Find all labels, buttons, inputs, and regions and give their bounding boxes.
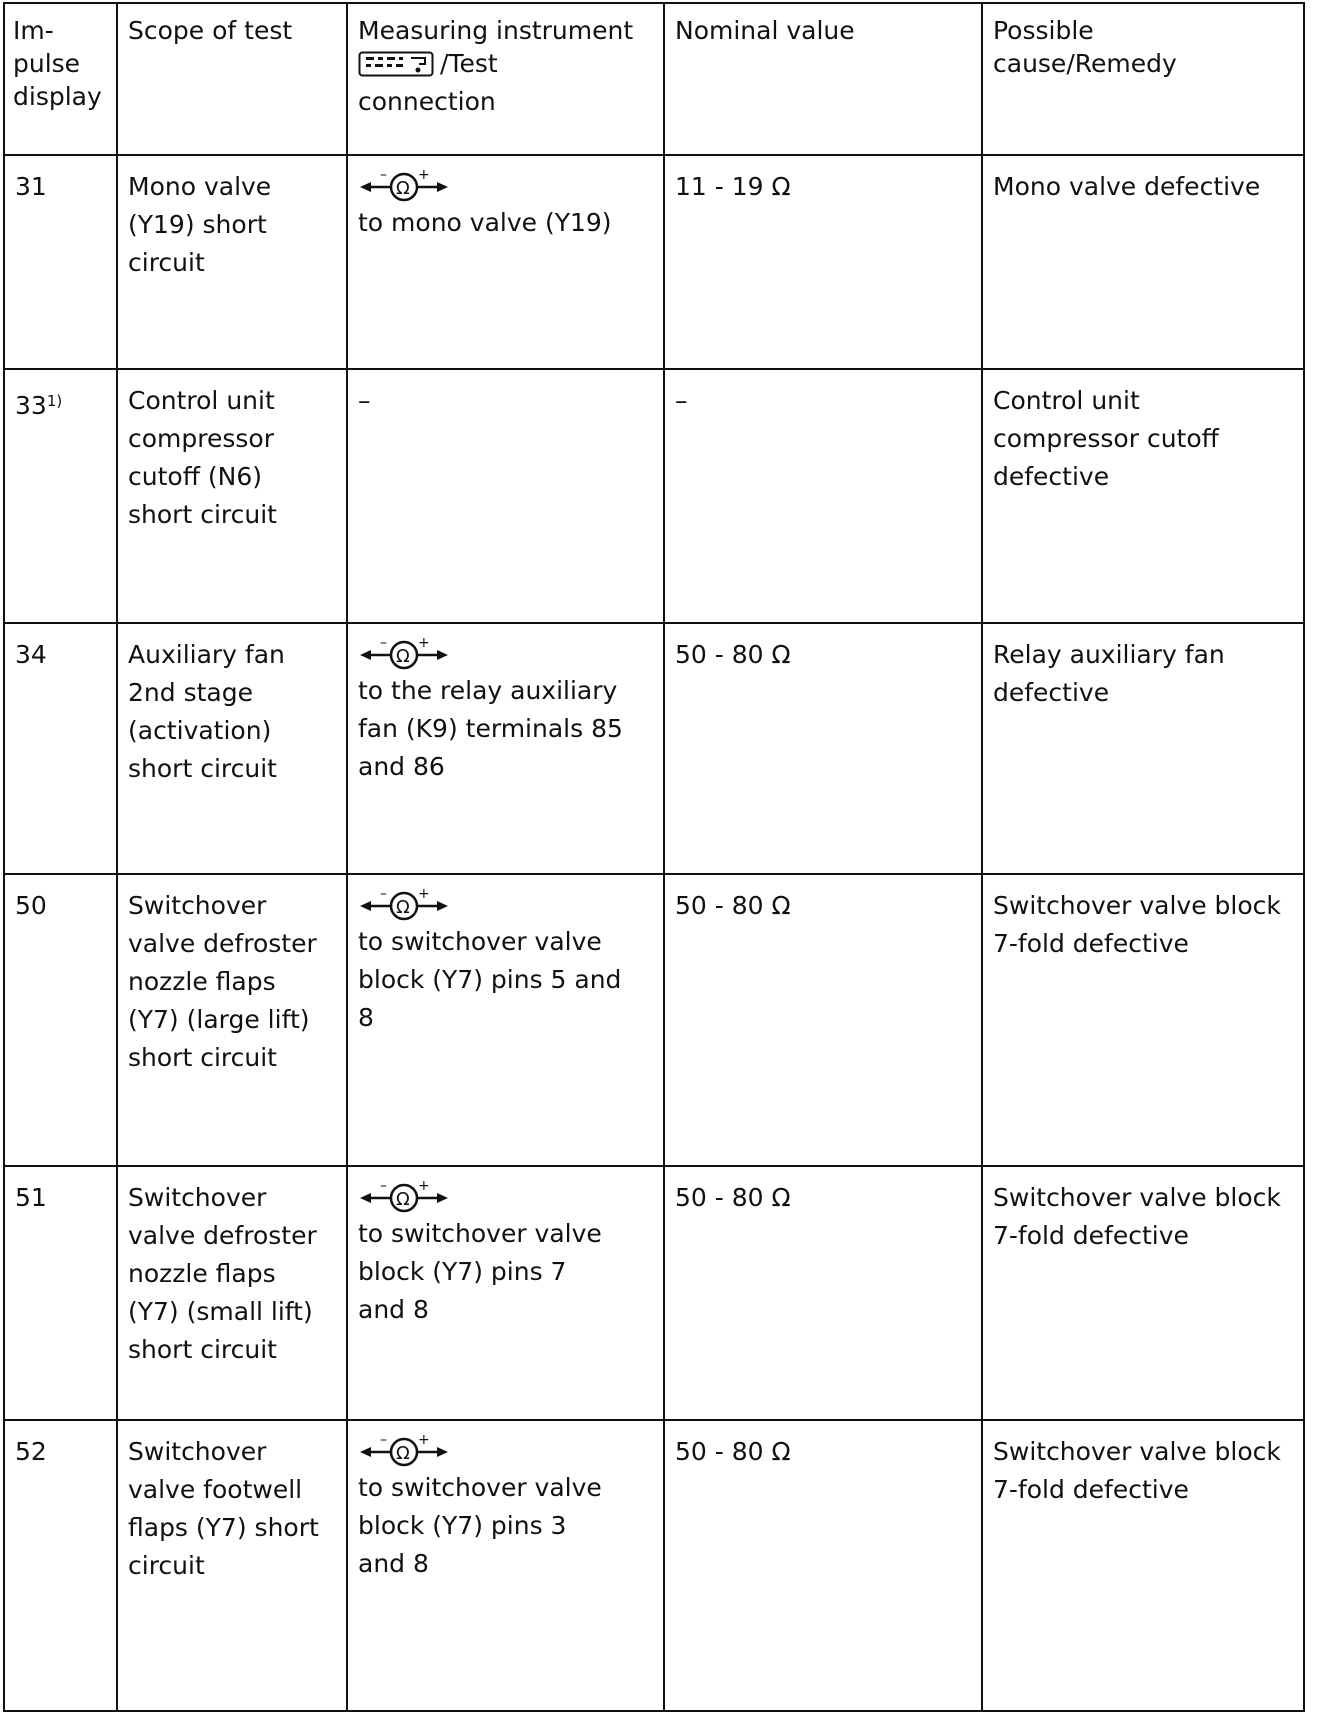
footnote-marker: 1) <box>46 391 63 410</box>
svg-text:+: + <box>418 1432 430 1448</box>
cause-text: Mono valve defective <box>993 172 1261 201</box>
header-row <box>4 3 1304 155</box>
connection-text: to the relay auxiliary fan (K9) terminals 85 and 86 <box>358 675 623 781</box>
scope-text: Switchover valve defroster nozzle flaps (Y7) (large lift) short circuit <box>128 891 317 1073</box>
header-impulse <box>4 3 117 155</box>
cause-cell <box>982 623 1304 875</box>
svg-text:Ω: Ω <box>396 178 410 199</box>
header-scope-label: Scope of test <box>128 16 293 45</box>
header-measuring-label: Measuring instrument <box>358 16 634 45</box>
header-measuring <box>347 3 664 155</box>
cause-cell <box>982 155 1304 369</box>
scope-cell <box>117 623 347 875</box>
nominal-value: 11 - 19 Ω <box>675 172 791 201</box>
table-body <box>4 155 1304 1711</box>
connection-cell <box>347 874 664 1165</box>
impulse-cell <box>4 623 117 875</box>
header-cause <box>982 3 1304 155</box>
scope-text: Mono valve (Y19) short circuit <box>128 172 272 277</box>
table-row <box>4 369 1304 623</box>
scope-cell <box>117 155 347 369</box>
nominal-value: 50 - 80 Ω <box>675 891 791 921</box>
connection-text: to switchover valve block (Y7) pins 5 and 8 <box>358 927 622 1033</box>
ohmmeter-icon <box>358 1179 655 1215</box>
svg-text:Ω: Ω <box>396 1442 410 1464</box>
svg-text:–: – <box>380 168 387 183</box>
nominal-cell <box>664 155 982 369</box>
svg-text:+: + <box>418 887 430 903</box>
nominal-cell <box>664 1166 982 1420</box>
header-nominal <box>664 3 982 155</box>
cause-cell <box>982 369 1304 623</box>
cause-text: Control unit compressor cutoff defective <box>993 385 1219 491</box>
nominal-value: 50 - 80 Ω <box>675 1436 791 1466</box>
scope-cell <box>117 1420 347 1711</box>
svg-text:–: – <box>380 635 387 651</box>
connection-text: to mono valve (Y19) <box>358 208 612 237</box>
impulse-cell <box>4 1420 117 1711</box>
impulse-value: 31 <box>15 172 47 201</box>
connection-cell <box>347 1166 664 1420</box>
nominal-cell <box>664 369 982 623</box>
impulse-value: 50 <box>15 891 47 921</box>
scope-text: Control unit compressor cutoff (N6) short circuit <box>128 385 277 529</box>
impulse-value: 51 <box>15 1182 47 1212</box>
cause-text: Switchover valve block 7-fold defective <box>993 1182 1281 1250</box>
table-row <box>4 155 1304 369</box>
svg-text:+: + <box>418 635 430 651</box>
connection-text: to switchover valve block (Y7) pins 3 and 8 <box>358 1472 602 1578</box>
scope-cell <box>117 874 347 1165</box>
table-row <box>4 623 1304 875</box>
svg-text:+: + <box>418 1178 430 1194</box>
scope-text: Switchover valve footwell flaps (Y7) short circuit <box>128 1436 319 1580</box>
scope-cell <box>117 1166 347 1420</box>
impulse-value: 52 <box>15 1436 47 1466</box>
cause-text: Switchover valve block 7-fold defective <box>993 891 1281 959</box>
scope-cell <box>117 369 347 623</box>
impulse-value: 34 <box>15 639 47 669</box>
multimeter-icon <box>358 51 434 85</box>
svg-text:–: – <box>380 887 387 903</box>
nominal-value: – <box>675 385 688 415</box>
ohmmeter-icon <box>358 168 655 204</box>
ohmmeter-icon <box>358 887 655 923</box>
ohmmeter-icon <box>358 636 655 672</box>
header-nominal-label: Nominal value <box>675 16 855 45</box>
table-row <box>4 874 1304 1165</box>
svg-text:Ω: Ω <box>396 897 410 919</box>
nominal-cell <box>664 623 982 875</box>
impulse-cell <box>4 874 117 1165</box>
table-row <box>4 1420 1304 1711</box>
impulse-cell <box>4 155 117 369</box>
cause-cell <box>982 1166 1304 1420</box>
nominal-cell <box>664 874 982 1165</box>
connection-cell <box>347 1420 664 1711</box>
cause-cell <box>982 874 1304 1165</box>
nominal-cell <box>664 1420 982 1711</box>
connection-text: – <box>358 385 371 415</box>
header-measuring-suffix: /Test connection <box>358 49 498 116</box>
nominal-value: 50 - 80 Ω <box>675 1182 791 1212</box>
ohmmeter-icon <box>358 1433 655 1469</box>
cause-text: Relay auxiliary fan defective <box>993 639 1225 707</box>
header-cause-label: Possible cause/Remedy <box>993 16 1177 78</box>
scope-text: Auxiliary fan 2nd stage (activation) short circuit <box>128 639 285 783</box>
table-row <box>4 1166 1304 1420</box>
svg-text:–: – <box>380 1432 387 1448</box>
cause-cell <box>982 1420 1304 1711</box>
connection-text: to switchover valve block (Y7) pins 7 and 8 <box>358 1218 602 1324</box>
svg-text:+: + <box>418 168 430 183</box>
connection-cell <box>347 155 664 369</box>
nominal-value: 50 - 80 Ω <box>675 639 791 669</box>
svg-text:Ω: Ω <box>396 1188 410 1210</box>
connection-cell <box>347 623 664 875</box>
impulse-cell <box>4 369 117 623</box>
diagnosis-table <box>3 2 1305 1712</box>
connection-cell <box>347 369 664 623</box>
cause-text: Switchover valve block 7-fold defective <box>993 1436 1281 1504</box>
header-scope <box>117 3 347 155</box>
scope-text: Switchover valve defroster nozzle flaps (Y7) (small lift) short circuit <box>128 1182 317 1364</box>
svg-text:–: – <box>380 1178 387 1194</box>
svg-text:Ω: Ω <box>396 645 410 667</box>
impulse-cell <box>4 1166 117 1420</box>
header-impulse-label: Im- pulse display <box>13 16 102 111</box>
impulse-value: 33 <box>15 390 47 420</box>
